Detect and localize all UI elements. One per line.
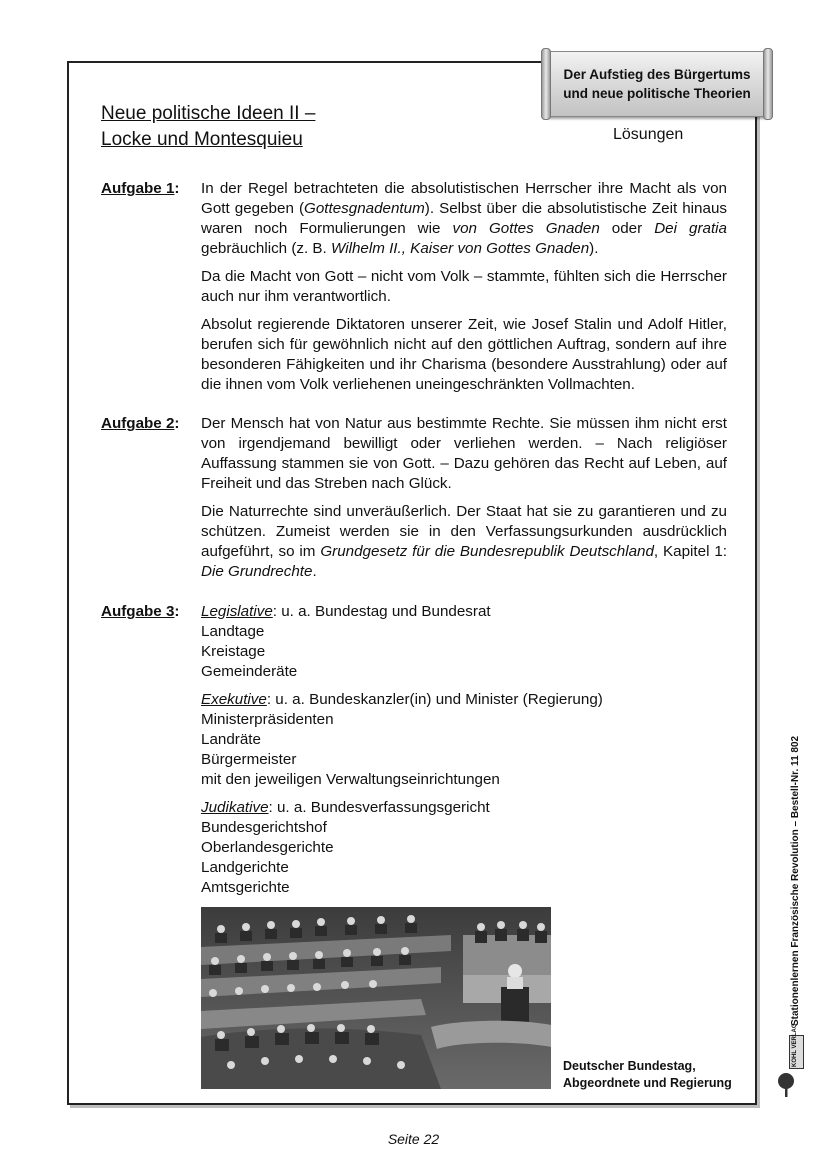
task-3 bbox=[101, 602, 727, 906]
page-title bbox=[101, 101, 315, 153]
task-1-paragraph-3: Absolut regierende Diktatoren unserer Zeit, wie Josef Stalin und Adolf Hitler, berufen sich für gewöhnlich nicht auf den göttlichen Auftrag, sondern auf ihre besonderen Fähigkeiten und ihr Charisma (besondere Ausstrahlung) oder auf die ihnen vom Volk verliehenen uneingeschränkten Vollmachten. bbox=[201, 316, 727, 393]
task-1-label: Aufgabe 1: bbox=[101, 180, 180, 197]
list-item: mit den jeweiligen Verwaltungseinrichtungen bbox=[201, 771, 500, 788]
task-2-label: Aufgabe 2: bbox=[101, 415, 180, 432]
list-item: Landtage bbox=[201, 623, 265, 640]
list-item: Landgerichte bbox=[201, 859, 289, 876]
list-item: Landräte bbox=[201, 731, 261, 748]
list-item: Bürgermeister bbox=[201, 751, 297, 768]
photo-caption: Deutscher Bundestag, Abgeordnete und Regierung bbox=[563, 1059, 732, 1090]
task-2-paragraph-1: Der Mensch hat von Natur aus bestimmte Rechte. Sie müssen ihm nicht erst von irgendjemand bewilligt oder verliehen werden. – Nach religiöser Auffassung stammen sie von Gott. – Dazu gehören das Recht auf Leben, auf Freiheit und das Streben nach Glück. bbox=[201, 415, 727, 492]
list-item: Bundesgerichtshof bbox=[201, 819, 327, 836]
executive-term: Exekutive bbox=[201, 691, 267, 708]
order-number-text: Stationenlernen Französische Revolution – Bestell-Nr. 11 802 bbox=[790, 735, 801, 1026]
task-2 bbox=[101, 414, 727, 590]
legislative-list: Legislative: u. a. Bundestag und Bundesrat Landtage Kreistage Gemeinderäte bbox=[201, 602, 727, 682]
title-line-2: Locke und Montesquieu bbox=[101, 129, 303, 150]
task-1 bbox=[101, 179, 727, 403]
bundestag-photo-illustration bbox=[201, 907, 551, 1089]
list-item: Kreistage bbox=[201, 643, 266, 660]
solutions-label: Lösungen bbox=[613, 126, 684, 143]
title-line-1: Neue politische Ideen II – bbox=[101, 103, 316, 124]
task-3-label: Aufgabe 3: bbox=[101, 603, 180, 620]
list-item: Oberlandesgerichte bbox=[201, 839, 334, 856]
judicative-list: Judikative: u. a. Bundesverfassungsgericht Bundesgerichtshof Oberlandesgerichte Landgerichte Amtsgerichte bbox=[201, 798, 727, 898]
topic-line-1: Der Aufstieg des Bürgertums bbox=[563, 67, 751, 82]
publisher-logo: KOHL VERLAG bbox=[789, 1035, 804, 1069]
judicative-term: Judikative bbox=[201, 799, 269, 816]
executive-list: Exekutive: u. a. Bundeskanzler(in) und Minister (Regierung) Ministerpräsidenten Landräte Bürgermeister mit den jeweiligen Verwaltungseinrichtungen bbox=[201, 690, 727, 790]
list-item: Gemeinderäte bbox=[201, 663, 298, 680]
page-number: Seite 22 bbox=[387, 1131, 440, 1147]
task-2-paragraph-2: Die Naturrechte sind unveräußerlich. Der Staat hat sie zu garantieren und zu schützen. Zumeist werden sie in den Verfassungsurkunden ausdrücklich aufgeführt, so im Grundgesetz für die Bundesrepublik Deutschland, Kapitel 1: Die Grundrechte. bbox=[201, 503, 728, 580]
task-1-paragraph-2: Da die Macht von Gott – nicht vom Volk – stammte, fühlten sich die Herrscher auch nur ihm verantwortlich. bbox=[201, 268, 727, 305]
bundestag-photo bbox=[201, 907, 551, 1089]
tree-logo-icon bbox=[776, 1072, 796, 1098]
task-1-paragraph-1: In der Regel betrachteten die absolutistischen Herrscher ihre Macht als von Gott gegeben (Gottesgnadentum). Selbst über die absolutistische Zeit hinaus waren noch Formulierungen wie von Gottes Gnaden oder Dei gratia gebräuchlich (z. B. Wilhelm II., Kaiser von Gottes Gnaden). bbox=[201, 180, 727, 257]
publisher-sidebar bbox=[788, 726, 808, 1026]
list-item: Ministerpräsidenten bbox=[201, 711, 334, 728]
list-item: Amtsgerichte bbox=[201, 879, 290, 896]
topic-scroll-box bbox=[546, 51, 768, 117]
legislative-term: Legislative bbox=[201, 603, 273, 620]
topic-line-2: und neue politische Theorien bbox=[563, 86, 751, 101]
